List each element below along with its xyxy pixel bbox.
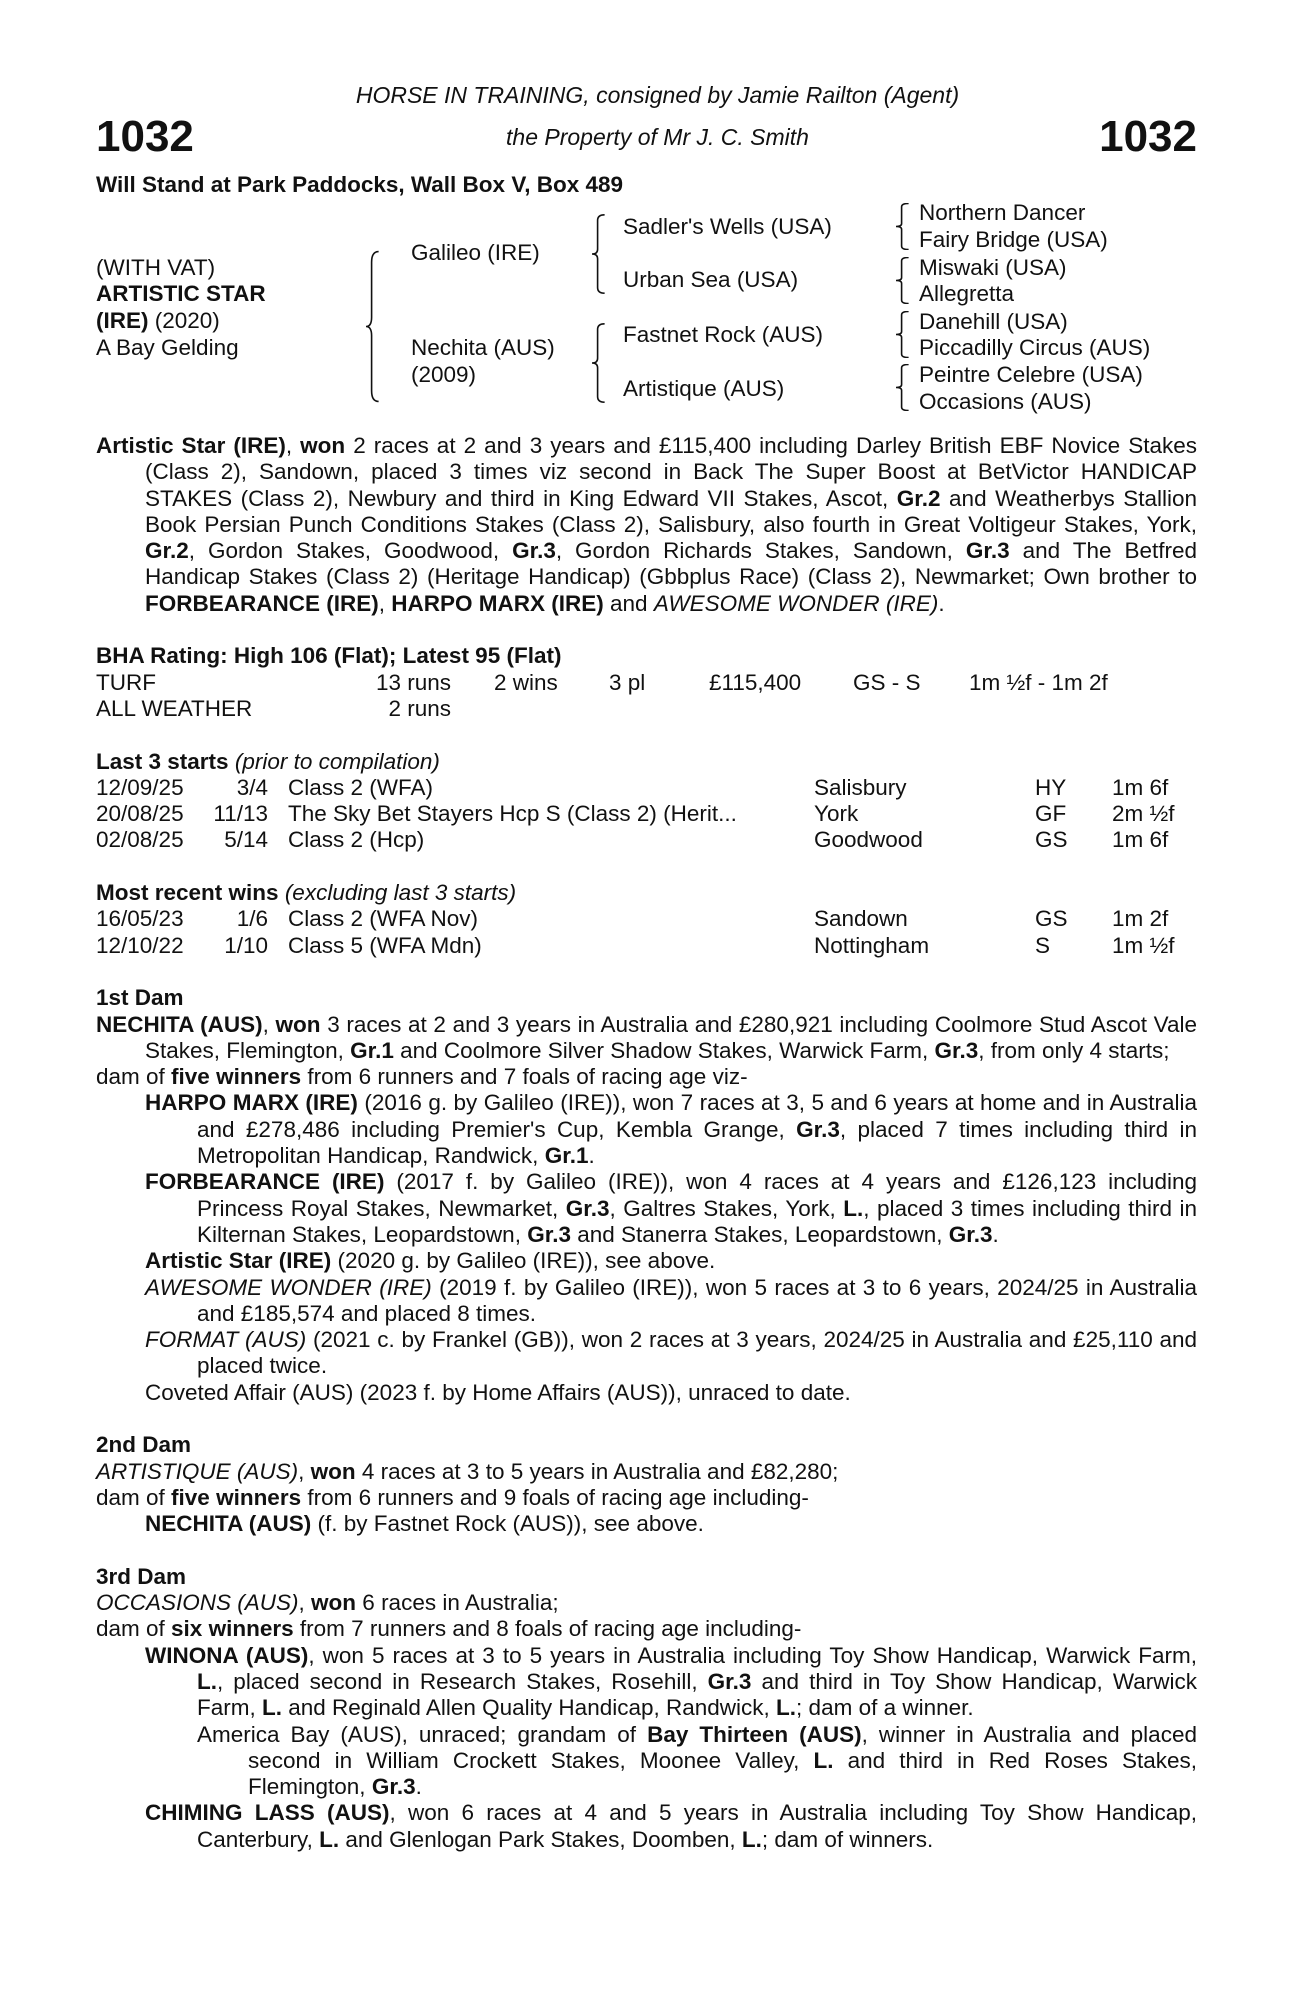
race-pos: 1/10 [224,932,268,958]
bold-text: Gr.3 [527,1221,571,1247]
text: from 7 runners and 8 foals of racing age including- [293,1616,802,1642]
race-pos: 3/4 [236,774,268,800]
great-grandparent: Piccadilly Circus (AUS) [919,335,1151,360]
last-3-starts-table [96,775,1197,854]
horse-year: (2020) [154,308,220,333]
going-range: GS - S [853,669,921,695]
text: and Coolmore Silver Shadow Stakes, Warwick Farm, [393,1037,935,1063]
dam-produce-summary [96,1064,1197,1090]
race-race: Class 2 (Hcp) [288,827,425,853]
heading-note: (excluding last 3 starts) [284,880,517,906]
great-grandparent: Danehill (USA) [919,309,1068,334]
first-dam-heading: 1st Dam [96,985,184,1011]
race-going: GF [1035,801,1067,827]
lot-number-left: 1032 [96,112,194,161]
bold-text: five winners [171,1484,302,1510]
race-row [96,801,1197,827]
bold-text: HARPO MARX (IRE) [145,1090,358,1116]
text: , [298,1458,311,1484]
produce-entry [96,1380,1197,1406]
produce-entry [96,1275,1197,1328]
sire: Galileo (IRE) [411,240,540,265]
bold-text: Gr.3 [934,1037,979,1063]
bold-text: NECHITA (AUS) [145,1511,312,1537]
bold-text: Gr.3 [565,1195,610,1221]
race-dist: 1m 6f [1112,774,1169,800]
text: America Bay (AUS), unraced; grandam of [197,1721,648,1747]
text: dam of [96,1616,172,1642]
produce-entry [96,1327,1197,1380]
pedigree-brace [592,323,606,403]
bold-text: HARPO MARX (IRE) [391,590,604,616]
text: and Stanerra Stakes, Leopardstown, [570,1221,949,1247]
runs: 2 runs [388,695,451,721]
prize-money: £115,400 [709,669,802,695]
horse-description: A Bay Gelding [96,335,239,360]
race-record-summary [96,433,1197,617]
race-pos: 11/13 [213,801,268,827]
race-course: Sandown [814,906,908,932]
pedigree-brace [896,311,910,358]
bold-text: Gr.3 [707,1668,752,1694]
horse-origin-year [96,308,220,334]
text: 2 races at 2 and 3 years and £115,400 including Darley British EBF Novice Stakes (Class 2), Sandown, placed 3 times viz second in Back The Super Boost at BetVictor HANDICAP STAKES (Class 2), Newbury and third in King Edward VII Stakes, Ascot, [145,433,1197,511]
text: , from only 4 starts; [978,1037,1170,1063]
text: and Glenlogan Park Stakes, Doomben, [339,1826,742,1852]
race-row [96,906,1197,932]
text: , Gordon Richards Stakes, Sandown, [555,538,966,564]
turf-record [96,670,1197,696]
produce-entry [96,1248,1197,1274]
pedigree-brace [592,214,606,294]
text: and Weatherbys Stallion Book Persian Punch Conditions Stakes (Class 2), Salisbury, also fourth in Great Voltigeur Stakes, York, [145,485,1197,537]
horse-country: (IRE) [96,308,149,333]
runs: 13 runs [375,669,451,695]
produce-entry [96,1511,1197,1537]
text: (2021 c. by Frankel (GB)), won 2 races at 3 years, 2024/25 in Australia and £25,110 and placed twice. [197,1327,1197,1379]
text: ; dam of winners. [761,1826,934,1852]
race-course: Goodwood [814,827,923,853]
bold-text: Gr.3 [512,538,556,564]
great-grandparent: Allegretta [919,281,1015,306]
text: from 6 runners and 7 foals of racing age viz- [301,1064,748,1090]
recent-wins-table [96,906,1197,959]
pedigree-brace [366,250,380,403]
great-grandparent: Fairy Bridge (USA) [919,227,1108,252]
text: , [285,433,301,458]
bold-text: L. [319,1826,340,1852]
great-grandparent: Northern Dancer [919,200,1086,225]
race-race: Class 5 (WFA Mdn) [288,932,482,958]
dam-year: (2009) [411,362,477,387]
race-race: Class 2 (WFA) [288,774,434,800]
race-pos: 5/14 [224,827,268,853]
text: , winner in Australia and placed second in William Crockett Stakes, Moonee Valley, [248,1721,1197,1773]
wins: 2 wins [494,669,558,695]
dam-produce-summary [96,1616,1197,1642]
italic-text: OCCASIONS (AUS) [96,1590,299,1616]
all-weather-record [96,696,1197,722]
pedigree-brace [896,364,910,411]
text: . [938,590,945,616]
text: , [262,1011,276,1037]
text: , won 6 races at 4 and 5 years in Australia including Toy Show Handicap, Canterbury, [197,1800,1197,1852]
bold-text: L. [776,1695,797,1721]
bold-text: Gr.3 [371,1774,416,1800]
produce-entry [96,1090,1197,1169]
bha-rating: BHA Rating: High 106 (Flat); Latest 95 (Flat) [96,643,562,669]
text: , placed 3 times including third in Kilternan Stakes, Leopardstown, [197,1195,1197,1247]
dam-record [96,1012,1197,1065]
race-row [96,775,1197,801]
heading-note: (prior to compilation) [234,748,440,774]
granddam-paternal: Urban Sea (USA) [623,267,799,292]
catalogue-body [96,433,1197,1853]
text: , [378,590,392,616]
grandsire-paternal: Sadler's Wells (USA) [623,214,832,239]
race-going: HY [1035,774,1067,800]
bold-text: won [300,433,346,458]
text: . [415,1774,422,1800]
race-going: S [1035,932,1051,958]
race-going: GS [1035,827,1068,853]
text: , placed second in Research Stakes, Rosehill, [217,1668,708,1694]
dam-produce-summary [96,1485,1197,1511]
bold-text: Gr.1 [350,1037,394,1063]
bold-text: Artistic Star (IRE) [96,433,286,458]
text: , placed 7 times including third in Metropolitan Handicap, Randwick, [197,1116,1197,1169]
text: and [603,590,654,616]
great-grandparent: Miswaki (USA) [919,255,1067,280]
bold-text: Artistic Star (IRE) [145,1248,332,1274]
bold-text: NECHITA (AUS) [96,1011,263,1037]
race-date: 16/05/23 [96,906,184,932]
italic-text: ARTISTIQUE (AUS) [96,1458,299,1484]
race-date: 12/10/22 [96,932,184,958]
italic-text: AWESOME WONDER (IRE) [653,590,939,616]
text: ; dam of a winner. [796,1695,974,1721]
race-date: 02/08/25 [96,827,184,853]
race-dist: 1m 2f [1112,906,1169,932]
heading-title: Most recent wins [96,880,279,906]
race-row [96,827,1197,853]
dam-record [96,1590,1197,1616]
text: , Gordon Stakes, Goodwood, [188,538,513,564]
text: (2017 f. by Galileo (IRE)), won 4 races at 4 years and £126,123 including Princess Royal Stakes, Newmarket, [197,1169,1197,1221]
distance-range: 1m ½f - 1m 2f [969,669,1108,695]
bold-text: Gr.3 [948,1221,993,1247]
grandsire-maternal: Fastnet Rock (AUS) [623,322,824,347]
pedigree-brace [896,203,910,250]
bold-text: Gr.2 [145,538,189,564]
lot-number-right: 1032 [1099,112,1197,161]
race-course: Nottingham [814,932,930,958]
race-dist: 1m ½f [1112,932,1175,958]
vat-note: (WITH VAT) [96,255,216,280]
text: from 6 runners and 9 foals of racing age including- [301,1484,809,1510]
italic-text: FORMAT (AUS) [145,1327,307,1353]
text: 4 races at 3 to 5 years in Australia and £82,280; [355,1458,839,1484]
second-dam-heading: 2nd Dam [96,1432,192,1458]
text: Coveted Affair (AUS) (2023 f. by Home Affairs (AUS)), unraced to date. [145,1379,851,1405]
property-line: the Property of Mr J. C. Smith [506,124,809,150]
race-race: Class 2 (WFA Nov) [288,906,479,932]
text: dam of [96,1064,172,1090]
produce-entry [96,1169,1197,1248]
text: and Reginald Allen Quality Handicap, Randwick, [282,1695,777,1721]
bold-text: Gr.2 [896,485,941,511]
horse-name: ARTISTIC STAR [96,281,266,306]
bold-text: CHIMING LASS (AUS) [145,1800,390,1826]
pedigree-brace [896,257,910,304]
surface-label: TURF [96,669,156,695]
recent-wins-heading [96,880,1197,906]
text: , [298,1590,312,1616]
bold-text: L. [262,1695,282,1721]
bold-text: won [275,1011,321,1037]
bold-text: L. [197,1668,217,1694]
text: , won 5 races at 3 to 5 years in Australia including Toy Show Handicap, Warwick Farm, [308,1642,1197,1668]
race-course: York [814,801,859,827]
text: 3 races at 2 and 3 years in Australia and £280,921 including Coolmore Stud Ascot Vale Stakes, Flemington, [145,1011,1197,1063]
text: (2019 f. by Galileo (IRE)), won 5 races at 3 to 6 years, 2024/25 in Australia and £185,574 and placed 8 times. [197,1274,1197,1326]
italic-text: AWESOME WONDER (IRE) [145,1274,432,1300]
dam: Nechita (AUS) [411,335,555,360]
race-date: 20/08/25 [96,801,184,827]
race-dist: 1m 6f [1112,827,1169,853]
last-3-starts-heading [96,749,1197,775]
text: and third in Red Roses Stakes, Flemington, [248,1747,1198,1800]
text: . [992,1221,999,1247]
race-course: Salisbury [814,774,907,800]
bold-text: L. [843,1195,864,1221]
text: . [588,1143,595,1169]
consignment-line: HORSE IN TRAINING, consigned by Jamie Railton (Agent) [355,82,960,108]
produce-entry [96,1800,1197,1853]
bold-text: won [310,1458,356,1484]
bold-text: FORBEARANCE (IRE) [145,590,379,616]
race-going: GS [1035,906,1068,932]
bold-text: six winners [171,1616,294,1642]
text: (f. by Fastnet Rock (AUS)), see above. [311,1511,704,1537]
granddam-maternal: Artistique (AUS) [623,376,785,401]
bold-text: won [311,1590,357,1616]
heading-title: Last 3 starts [96,748,229,774]
race-date: 12/09/25 [96,774,184,800]
produce-entry [96,1722,1197,1801]
bold-text: WINONA (AUS) [145,1642,309,1668]
bold-text: L. [813,1747,834,1773]
surface-label: ALL WEATHER [96,695,253,721]
text: , Galtres Stakes, York, [609,1195,844,1221]
bold-text: FORBEARANCE (IRE) [145,1169,385,1195]
stand-location: Will Stand at Park Paddocks, Wall Box V, Box 489 [96,172,624,197]
produce-entry [96,1643,1197,1722]
bold-text: Gr.3 [796,1116,840,1142]
text: and third in Toy Show Handicap, Warwick Farm, [197,1668,1197,1721]
placed: 3 pl [609,669,646,695]
race-race: The Sky Bet Stayers Hcp S (Class 2) (Herit... [288,801,737,827]
race-dist: 2m ½f [1112,801,1175,827]
great-grandparent: Peintre Celebre (USA) [919,362,1143,387]
text: dam of [96,1484,172,1510]
text: and The Betfred Handicap Stakes (Class 2) (Heritage Handicap) (Gbbplus Race) (Class 2), Newmarket; Own brother to [145,538,1197,590]
text: (2016 g. by Galileo (IRE)), won 7 races at 3, 5 and 6 years at home and in Australia and £278,486 including Premier's Cup, Kembla Grange, [197,1090,1197,1142]
bold-text: Gr.1 [544,1143,589,1169]
great-grandparent: Occasions (AUS) [919,389,1092,414]
race-pos: 1/6 [236,906,268,932]
bold-text: Gr.3 [965,538,1010,564]
third-dam-heading: 3rd Dam [96,1563,187,1589]
text: 6 races in Australia; [356,1590,559,1616]
text: (2020 g. by Galileo (IRE)), see above. [331,1248,716,1274]
bold-text: five winners [171,1064,302,1090]
bold-text: L. [741,1826,762,1852]
bold-text: Bay Thirteen (AUS) [647,1721,862,1747]
dam-record [96,1459,1197,1485]
race-row [96,933,1197,959]
